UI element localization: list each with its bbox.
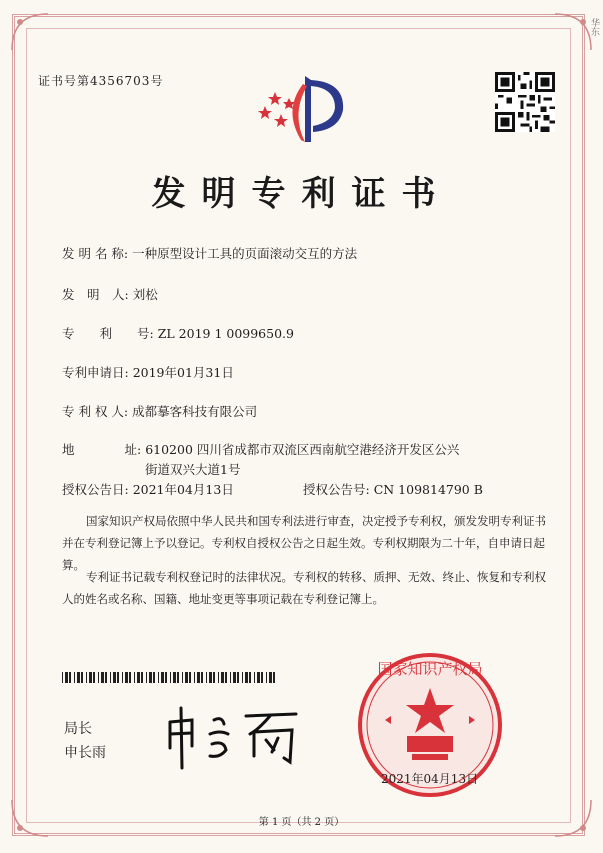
corner-ornament-icon (10, 12, 50, 52)
certificate-title: 发明专利证书 (151, 174, 452, 214)
side-mark: 华东 (589, 18, 599, 36)
legal-status-statement: 专利证书记载专利权登记时的法律状况。专利权的转移、质押、无效、终止、恢复和专利权人的姓名或名称、国籍、地址变更等事项记载在专利登记簿上。 (62, 570, 546, 606)
signature-icon (162, 700, 312, 770)
grant-statement: 国家知识产权局依照中华人民共和国专利法进行审查，决定授予专利权，颁发发明专利证书并在专利登记簿上予以登记。专利权自授权公告之日起生效。专利权期限为二十年，自申请日起算。 (62, 514, 546, 572)
inventor-label: 发 明 人: (62, 287, 129, 302)
patentee-row (62, 402, 257, 422)
address-row (62, 440, 459, 460)
address-line-2: 街道双兴大道1号 (145, 462, 241, 477)
grant-date-label: 授权公告日: (62, 482, 129, 497)
grant-date-row (62, 480, 234, 500)
address-line-1: 610200 四川省成都市双流区西南航空港经济开发区公兴 (145, 442, 460, 457)
invention-name-label: 发 明 名 称: (62, 246, 129, 261)
qr-code-icon (495, 72, 555, 132)
patent-emblem-icon (253, 70, 353, 148)
invention-name-row (62, 244, 357, 264)
patent-number-label: 专 利 号: (62, 326, 154, 341)
director-title: 局长 (64, 721, 92, 737)
patent-number-row (62, 324, 294, 344)
filing-date-row (62, 363, 234, 383)
inventor: 刘松 (132, 287, 158, 302)
page-number: 第 1 页（共 2 页） (258, 817, 345, 828)
address-label: 地 址: (62, 442, 142, 457)
grant-number-label: 授权公告号: (303, 482, 370, 497)
patent-number: ZL 2019 1 0099650.9 (157, 326, 294, 341)
filing-date-label: 专利申请日: (62, 365, 129, 380)
certificate-number: 证书号第4356703号 (38, 74, 164, 88)
grant-number: CN 109814790 B (373, 482, 483, 497)
barcode-icon (62, 672, 280, 683)
patentee-label: 专 利 权 人: (62, 404, 129, 419)
seal-text: 国家知识产权局 (377, 660, 483, 678)
invention-name: 一种原型设计工具的页面滚动交互的方法 (132, 246, 358, 261)
corner-ornament-icon (553, 12, 593, 52)
inventor-row (62, 285, 158, 305)
director-name: 申长雨 (64, 745, 106, 761)
filing-date: 2019年01月31日 (132, 365, 234, 380)
grant-number-row (303, 480, 483, 500)
patentee: 成都摹客科技有限公司 (132, 404, 258, 419)
grant-date: 2021年04月13日 (132, 482, 234, 497)
seal-date: 2021年04月13日 (381, 772, 479, 786)
